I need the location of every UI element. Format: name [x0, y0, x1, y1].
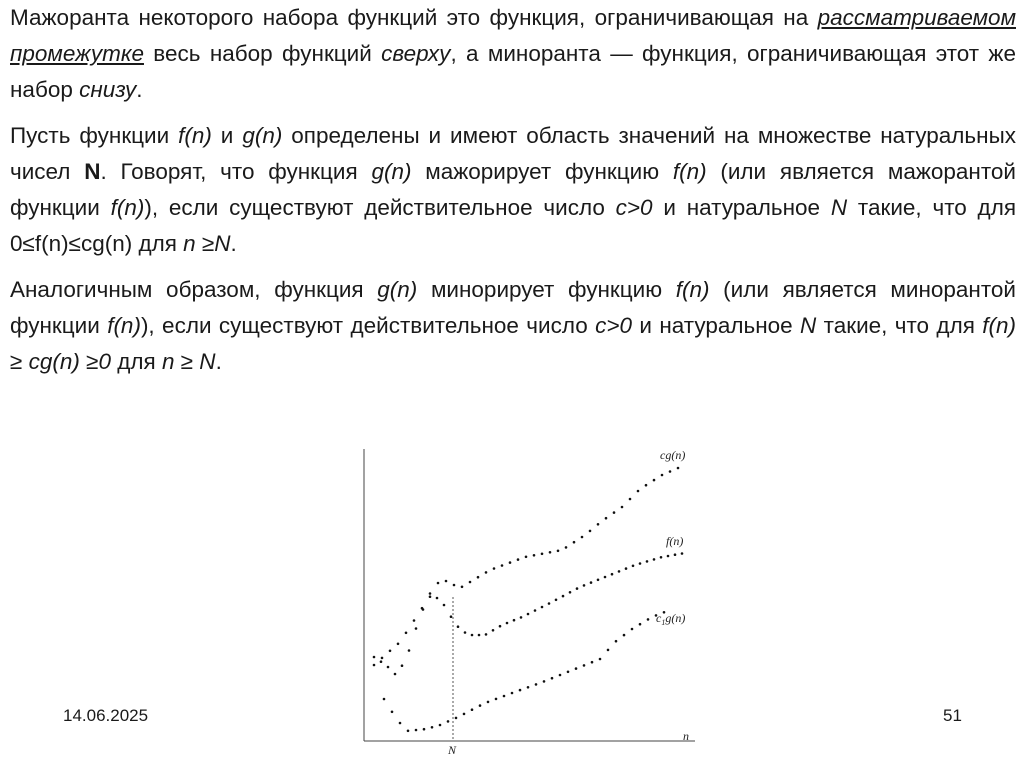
- curve-c1g-dot: [591, 661, 594, 664]
- curve-cg-dot: [517, 558, 520, 561]
- text-run: такие, что для 0≤f(n)≤cg(n) для: [10, 195, 1017, 256]
- text-run: определены и имеют область значений на множестве натуральных чисел: [10, 123, 1016, 184]
- curve-cg-dot: [389, 650, 392, 653]
- math-run: N: [830, 195, 848, 220]
- math-run: f(n) ≥ cg(n) ≥0: [10, 313, 1017, 374]
- text-run: .: [215, 349, 222, 374]
- curve-c1g: [383, 611, 666, 732]
- curve-f-dot: [667, 555, 670, 558]
- curve-c1g-dot: [407, 730, 410, 733]
- curve-c1g-dot: [447, 720, 450, 723]
- text-run: (или является минорантой функции: [10, 277, 1016, 338]
- curve-c1g-dot: [479, 704, 482, 707]
- curve-f-dot: [555, 599, 558, 602]
- text-run: и натуральное: [632, 313, 801, 338]
- curve-f-dot: [527, 613, 530, 616]
- curve-cg-dot: [581, 536, 584, 539]
- curve-f-dot: [429, 595, 432, 598]
- curve-f-dot: [499, 625, 502, 628]
- curve-cg-dot: [469, 581, 472, 584]
- label-n-axis: n: [683, 729, 689, 743]
- curve-c1g-dot: [519, 689, 522, 692]
- slide-body: [10, 0, 1016, 380]
- curve-cg-dot: [525, 556, 528, 559]
- curve-c1g-dot: [463, 713, 466, 716]
- text-run: , а миноранта — функция, ограничивающая этот же набор: [10, 41, 1016, 102]
- curve-cg-dot: [493, 567, 496, 570]
- label-c1g-g: g(n): [665, 611, 686, 625]
- curve-c1g-dot: [639, 623, 642, 626]
- curve-c1g-dot: [615, 640, 618, 643]
- curve-c1g-dot: [511, 692, 514, 695]
- curve-c1g-dot: [439, 724, 442, 727]
- math-run: N: [800, 313, 817, 338]
- curve-c1g-dot: [623, 634, 626, 637]
- text-run: Мажоранта некоторого набора функций это функция, ограничивающая на: [10, 5, 818, 30]
- label-N: N: [448, 743, 457, 757]
- curve-cg-dot: [461, 586, 464, 589]
- curve-c1g-dot: [575, 667, 578, 670]
- math-run: n ≥ N: [161, 349, 216, 374]
- label-c1g-c: c: [656, 611, 662, 625]
- curve-cg-dot: [629, 498, 632, 501]
- curve-cg-dot: [429, 592, 432, 595]
- curve-c1g-dot: [647, 618, 650, 621]
- footer-date: 14.06.2025: [63, 706, 149, 725]
- curve-c1g-dot: [527, 686, 530, 689]
- curve-f-dot: [597, 579, 600, 582]
- text-run: Аналогичным образом, функция: [10, 277, 378, 302]
- text-run-underlined: рассматриваемом промежутке: [10, 5, 1016, 66]
- curve-cg-dot: [653, 479, 656, 482]
- text-run: ), если существуют действительное число: [140, 313, 596, 338]
- curve-f-dot: [653, 558, 656, 561]
- curve-c1g-dot: [399, 722, 402, 725]
- math-run: c>0: [595, 313, 632, 338]
- text-run: и натуральное: [652, 195, 831, 220]
- curve-f-dot: [632, 565, 635, 568]
- curve-c1g-dot: [503, 695, 506, 698]
- math-run: g(n): [371, 159, 412, 184]
- curve-c1g-dot: [495, 698, 498, 701]
- curve-f-dot: [611, 573, 614, 576]
- math-run: g(n): [242, 123, 283, 148]
- curve-cg-dot: [557, 550, 560, 553]
- curve-cg-dot: [445, 580, 448, 583]
- curve-c1g-dot: [535, 683, 538, 686]
- curve-f-dot: [506, 622, 509, 625]
- curve-f-dot: [422, 608, 425, 611]
- math-run: f(n): [675, 277, 710, 302]
- curve-f-dot: [394, 673, 397, 676]
- curve-c1g-dot: [471, 708, 474, 711]
- curve-f-dot: [450, 615, 453, 618]
- curve-f-dot: [373, 656, 376, 659]
- curve-cg-dot: [477, 576, 480, 579]
- curve-c1g-dot: [551, 677, 554, 680]
- curve-cg-dot: [541, 553, 544, 556]
- curve-cg-dot: [565, 546, 568, 549]
- curve-c1g-dot: [431, 726, 434, 729]
- footer-page-number: 51: [943, 706, 962, 725]
- curve-cg-dot: [501, 564, 504, 567]
- text-run: ), если существуют действительное число: [144, 195, 616, 220]
- curve-f-dot: [625, 567, 628, 570]
- curve-f-dot: [457, 625, 460, 628]
- curve-f-dot: [660, 556, 663, 559]
- curve-c1g-dot: [543, 680, 546, 683]
- curve-f-dot: [471, 634, 474, 637]
- curve-f-dot: [436, 597, 439, 600]
- text-run: Пусть функции: [10, 123, 179, 148]
- curve-cg-dot: [613, 511, 616, 514]
- curve-cg-dot: [549, 551, 552, 554]
- curve-cg-dot: [621, 506, 624, 509]
- curve-f-dot: [569, 591, 572, 594]
- curve-cg-dot: [573, 541, 576, 544]
- label-c1g-sub: 1: [661, 618, 666, 627]
- text-run: .: [230, 231, 237, 256]
- text-run-italic: снизу: [79, 77, 137, 102]
- label-f: f(n): [666, 534, 684, 548]
- text-run: и: [211, 123, 243, 148]
- curve-cg-dot: [453, 584, 456, 587]
- curve-c1g-dot: [383, 698, 386, 701]
- curve-f-dot: [380, 660, 383, 663]
- curve-f-dot: [478, 634, 481, 637]
- paragraph-majorant: [10, 118, 1016, 262]
- curve-f-dot: [513, 619, 516, 622]
- curve-c1g-dot: [567, 671, 570, 674]
- curve-f: [373, 552, 684, 675]
- curve-f-dot: [674, 553, 677, 556]
- curve-f-dot: [408, 649, 411, 652]
- curve-cg-dot: [589, 530, 592, 533]
- text-run: .: [136, 77, 143, 102]
- text-run: мажорирует функцию: [411, 159, 673, 184]
- curve-cg-dot: [437, 582, 440, 585]
- math-run: n: [183, 231, 196, 256]
- curve-cg-dot: [485, 571, 488, 574]
- curve-cg-dot: [605, 517, 608, 520]
- curve-f-dot: [485, 633, 488, 636]
- curve-c1g-dot: [487, 701, 490, 704]
- curve-f-dot: [618, 570, 621, 573]
- curve-f-dot: [534, 609, 537, 612]
- math-run: f(n): [110, 195, 145, 220]
- curve-cg-dot: [373, 664, 376, 667]
- curve-c1g-dot: [423, 728, 426, 731]
- curve-f-dot: [541, 606, 544, 609]
- curve-c1g-dot: [415, 729, 418, 732]
- curve-c1g-dot: [583, 664, 586, 667]
- curve-f-dot: [415, 627, 418, 630]
- curve-cg-dot: [381, 657, 384, 660]
- curve-cg-dot: [509, 561, 512, 564]
- text-run: весь набор функций: [143, 41, 382, 66]
- curve-cg-dot: [413, 619, 416, 622]
- curve-f-dot: [646, 560, 649, 563]
- text-run: для: [110, 349, 162, 374]
- bound-functions-figure: [340, 437, 710, 767]
- curve-c1g-dot: [391, 711, 394, 714]
- curve-cg-dot: [397, 643, 400, 646]
- curve-f-dot: [639, 562, 642, 565]
- math-run: f(n): [672, 159, 707, 184]
- curve-f-dot: [401, 664, 404, 667]
- curve-f-dot: [464, 631, 467, 634]
- curve-f-dot: [576, 587, 579, 590]
- curve-c1g-dot: [455, 717, 458, 720]
- paragraph-minorant: [10, 272, 1016, 380]
- curve-c1g-dot: [607, 649, 610, 652]
- curve-cg-dot: [405, 632, 408, 635]
- curve-f-dot: [681, 552, 684, 555]
- curve-cg-dot: [645, 484, 648, 487]
- curve-c1g-dot: [631, 628, 634, 631]
- curve-f-dot: [443, 604, 446, 607]
- curve-f-dot: [604, 576, 607, 579]
- text-run-bold: N: [84, 159, 101, 184]
- curve-c1g-dot: [599, 658, 602, 661]
- text-run: ≥: [195, 231, 215, 256]
- curve-c1g-dot: [559, 674, 562, 677]
- label-c1g: [656, 611, 685, 627]
- text-run: такие, что для: [816, 313, 983, 338]
- curve-f-dot: [548, 602, 551, 605]
- curve-cg-dot: [597, 523, 600, 526]
- curve-f-dot: [590, 581, 593, 584]
- curve-cg-dot: [533, 554, 536, 557]
- figure-svg: [340, 437, 710, 767]
- curve-f-dot: [492, 629, 495, 632]
- math-run: g(n): [377, 277, 418, 302]
- text-run: (или является мажорантой функции: [10, 159, 1016, 220]
- curve-cg-dot: [677, 467, 680, 470]
- curve-f-dot: [387, 666, 390, 669]
- label-cg: cg(n): [660, 448, 686, 462]
- text-run-italic: сверху: [381, 41, 451, 66]
- math-run: N: [214, 231, 231, 256]
- curve-cg-dot: [661, 474, 664, 477]
- curve-f-dot: [583, 584, 586, 587]
- text-run: . Говорят, что функция: [100, 159, 372, 184]
- curve-f-dot: [520, 616, 523, 619]
- text-run: минорирует функцию: [417, 277, 676, 302]
- paragraph-definition: [10, 0, 1016, 108]
- math-run: c>0: [615, 195, 653, 220]
- curve-cg-dot: [669, 470, 672, 473]
- curve-f-dot: [562, 595, 565, 598]
- math-run: f(n): [107, 313, 141, 338]
- curve-cg-dot: [637, 490, 640, 493]
- math-run: f(n): [178, 123, 212, 148]
